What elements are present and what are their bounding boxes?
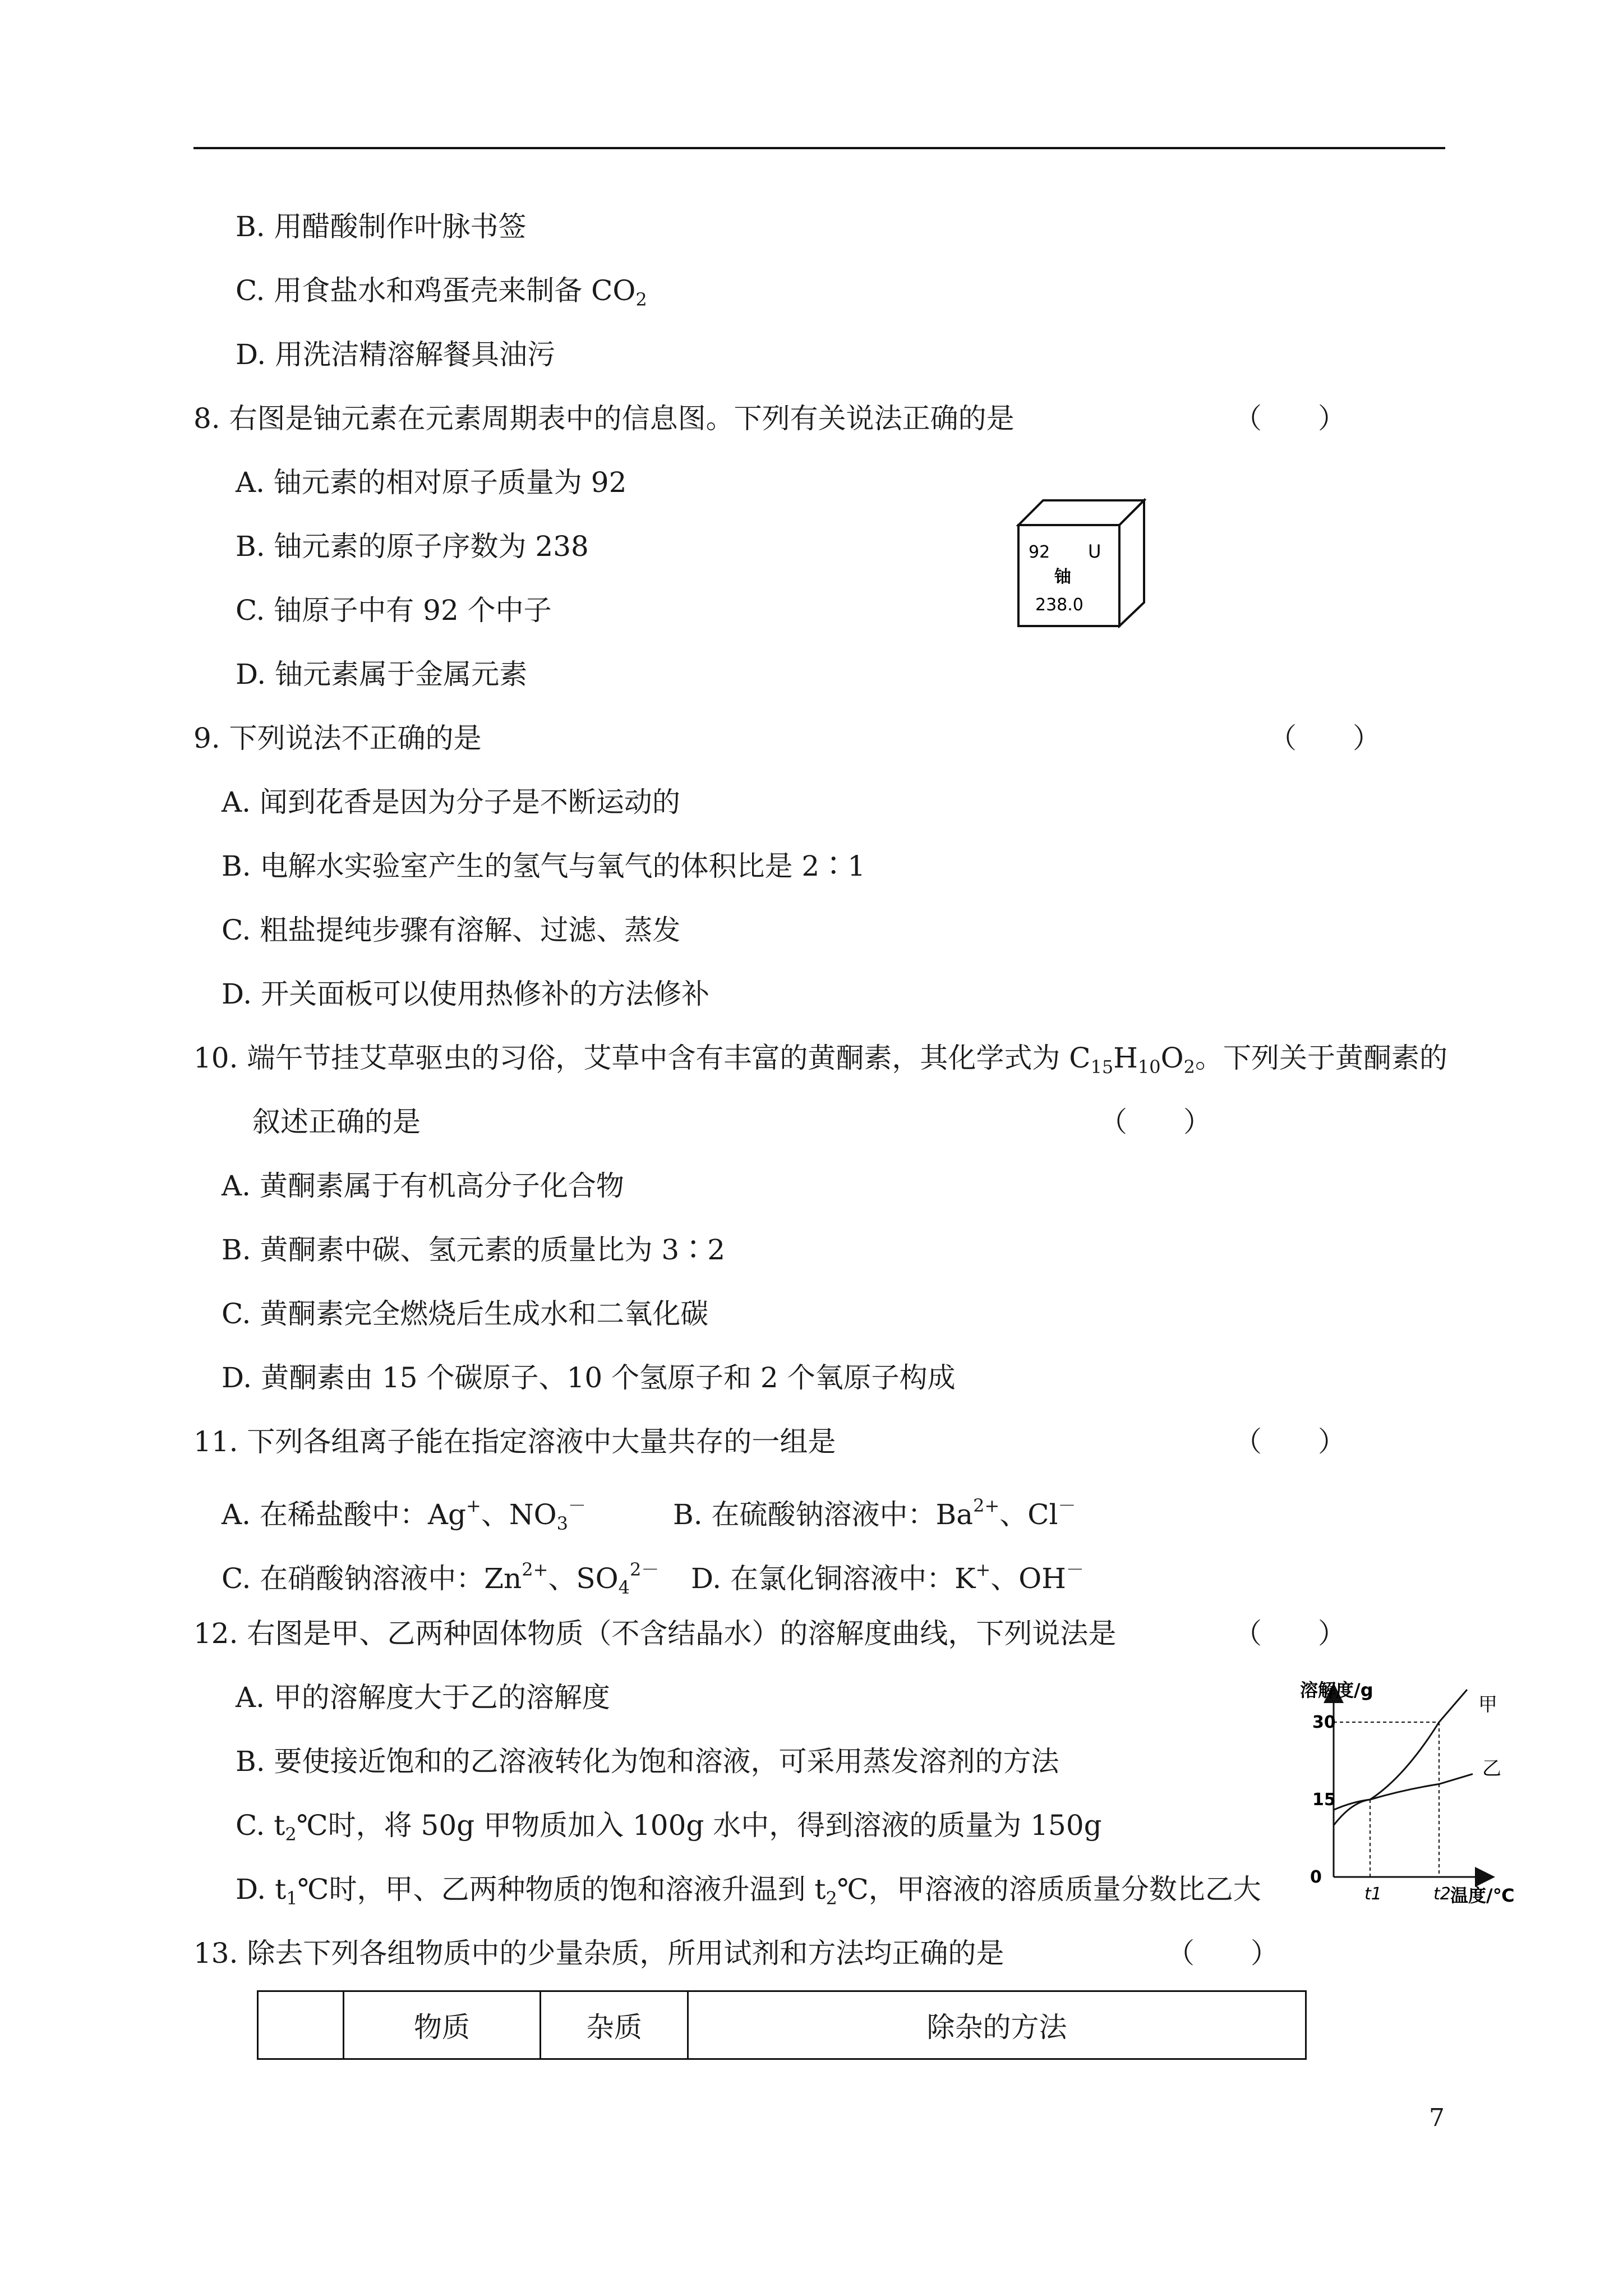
q9-option-a: A. 闻到花香是因为分子是不断运动的	[222, 786, 680, 818]
q8-option-b: B. 铀元素的原子序数为 238	[236, 530, 589, 563]
series-label: 甲	[1478, 1694, 1497, 1716]
element-mass: 238.0	[1035, 595, 1083, 615]
element-number: 92	[1029, 542, 1050, 562]
q12-option-d: D. $t_1℃$时，甲、乙两种物质的饱和溶液升温到 $t_2℃$，甲溶液的溶质质量分数比乙大	[236, 1873, 1261, 1909]
q8-option-a: A. 铀元素的相对原子质量为 92	[236, 466, 627, 499]
q10-option-c: C. 黄酮素完全燃烧后生成水和二氧化碳	[222, 1297, 709, 1330]
q12-option-c: C. $t_2℃$时，将 50g 甲物质加入 100g 水中，得到溶液的质量为 150g	[236, 1809, 1102, 1845]
q12-option-b: B. 要使接近饱和的乙溶液转化为饱和溶液，可采用蒸发溶剂的方法	[236, 1745, 1059, 1778]
q10-stem-line2: 叙述正确的是	[252, 1106, 421, 1138]
series-label: 乙	[1482, 1757, 1501, 1780]
q8-stem: 8. 右图是铀元素在元素周期表中的信息图。下列有关说法正确的是	[193, 402, 1015, 435]
q9-option-c: C. 粗盐提纯步骤有溶解、过滤、蒸发	[222, 914, 681, 946]
q11-stem: 11. 下列各组离子能在指定溶液中大量共存的一组是	[193, 1425, 836, 1458]
q10-option-d: D. 黄酮素由 15 个碳原子、10 个氢原子和 2 个氧原子构成	[222, 1361, 956, 1394]
table-header-cell: 物质	[344, 1991, 541, 2059]
series-curve-0	[1334, 1690, 1467, 1825]
x-tick-label: t2	[1433, 1884, 1451, 1904]
q12-stem: 12. 右图是甲、乙两种固体物质（不含结晶水）的溶解度曲线，下列说法是	[193, 1617, 1117, 1650]
q12-answer-paren: （ ）	[1234, 1617, 1346, 1650]
uranium-element-box	[1016, 498, 1146, 628]
q8-option-d: D. 铀元素属于金属元素	[236, 658, 528, 691]
x-axis-label: 温度/℃	[1450, 1885, 1515, 1906]
q7-option-b: B. 用醋酸制作叶脉书签	[236, 210, 527, 243]
y-axis-label: 溶解度/g	[1300, 1680, 1373, 1701]
element-symbol: U	[1088, 541, 1101, 562]
element-name: 铀	[1054, 567, 1071, 587]
q11-option-d: D. 在氯化铜溶液中：K+、OH－	[691, 1559, 1084, 1595]
q13-table	[257, 1990, 1307, 2060]
q10-stem: 10. 端午节挂艾草驱虫的习俗，艾草中含有丰富的黄酮素，其化学式为 $C_{15}H_{10}O_2$。下列关于黄酮素的	[193, 1042, 1447, 1078]
y-tick-label: 15	[1312, 1790, 1336, 1810]
origin-label: 0	[1310, 1867, 1322, 1887]
q13-stem: 13. 除去下列各组物质中的少量杂质，所用试剂和方法均正确的是	[193, 1937, 1004, 1970]
q10-option-b: B. 黄酮素中碳、氢元素的质量比为 3∶2	[222, 1234, 726, 1266]
table-header-cell: 杂质	[541, 1991, 688, 2059]
header-rule	[193, 147, 1445, 149]
q10-answer-paren: （ ）	[1099, 1106, 1211, 1138]
q11-option-b: B. 在硫酸钠溶液中：$Ba^{2+}$、Cl－	[673, 1495, 1076, 1531]
solubility-chart	[1300, 1680, 1547, 1921]
q9-option-b: B. 电解水实验室产生的氢气与氧气的体积比是 2∶1	[222, 850, 866, 882]
q7-option-d: D. 用洗洁精溶解餐具油污	[236, 338, 556, 371]
q8-answer-paren: （ ）	[1234, 402, 1346, 435]
table-header-row	[258, 1991, 1306, 2059]
q9-option-d: D. 开关面板可以使用热修补的方法修补	[222, 978, 710, 1010]
q11-answer-paren: （ ）	[1234, 1425, 1346, 1458]
q12-option-a: A. 甲的溶解度大于乙的溶解度	[236, 1681, 610, 1714]
q13-answer-paren: （ ）	[1166, 1937, 1279, 1970]
page-number: 7	[1429, 2104, 1445, 2132]
q11-option-a: A. 在稀盐酸中：Ag+、$NO_3^-$	[222, 1495, 586, 1534]
q10-option-a: A. 黄酮素属于有机高分子化合物	[222, 1170, 624, 1202]
q8-option-c: C. 铀原子中有 92 个中子	[236, 594, 552, 627]
q7-option-c: C. 用食盐水和鸡蛋壳来制备 $CO_2$	[236, 274, 647, 310]
q9-answer-paren: （ ）	[1269, 722, 1381, 754]
y-tick-label: 30	[1312, 1713, 1336, 1732]
table-header-cell	[258, 1991, 344, 2059]
q9-stem: 9. 下列说法不正确的是	[193, 722, 482, 754]
table-header-cell: 除杂的方法	[688, 1991, 1306, 2059]
x-tick-label: t1	[1364, 1884, 1382, 1904]
q11-option-c: C. 在硝酸钠溶液中：$Zn^{2+}$、$SO_4^{2-}$	[222, 1559, 660, 1598]
